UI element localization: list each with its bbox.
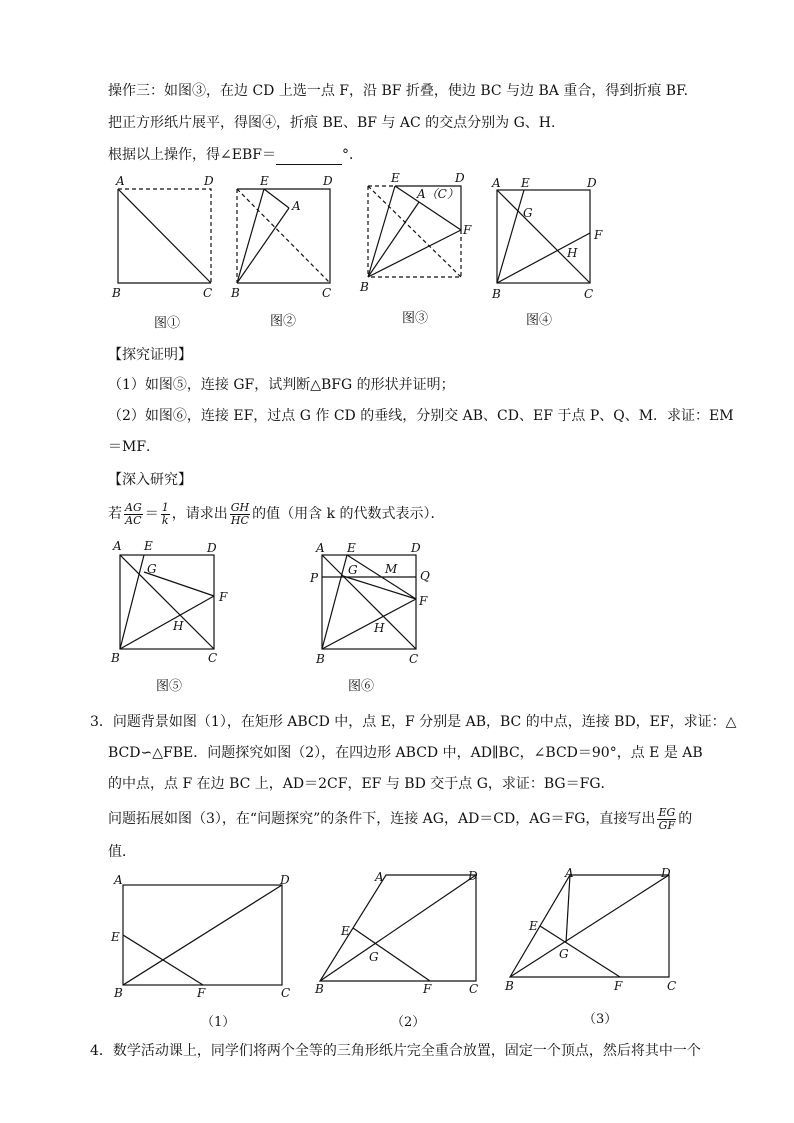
label-B: B xyxy=(111,651,120,665)
label-H: H xyxy=(374,621,385,635)
deep-pre: 若 xyxy=(108,506,122,522)
p3-line-1: 3．问题背景如图（1），在矩形 ABCD 中，点 E，F 分别是 AB，BC 的中点，连接 BD，EF，求证：△ xyxy=(90,714,737,730)
label-C: C xyxy=(469,982,479,996)
deep-heading: 【深入研究】 xyxy=(108,472,192,488)
caption-p3-fig3: （3） xyxy=(583,1012,618,1027)
label-G: G xyxy=(369,950,379,964)
label-C: C xyxy=(667,979,677,993)
label-M: M xyxy=(385,562,398,576)
caption-p3-fig1: （1） xyxy=(201,1015,236,1030)
label-D: D xyxy=(280,873,290,887)
label-E: E xyxy=(529,919,538,933)
p3-line-4-pre: 问题拓展如图（3），在“问题探究”的条件下，连接 AG，AD＝CD，AG＝FG，直接写出 xyxy=(108,811,656,827)
label-E: E xyxy=(391,171,400,185)
label-C: C xyxy=(208,651,218,665)
label-D: D xyxy=(207,541,217,555)
label-C: C xyxy=(281,986,291,1000)
label-B: B xyxy=(316,652,325,666)
explore-heading: 【探究证明】 xyxy=(108,347,192,363)
figure-2 xyxy=(0,540,794,700)
label-E: E xyxy=(111,930,120,944)
caption-fig6: 图⑥ xyxy=(348,679,375,694)
label-E: E xyxy=(521,176,530,190)
label-A: A xyxy=(375,870,384,884)
label-C: C xyxy=(203,286,213,300)
label-B: B xyxy=(112,286,121,300)
frac-denominator: AC xyxy=(125,513,142,527)
label-F: F xyxy=(219,590,228,604)
label-A: A xyxy=(114,873,123,887)
fraction-gh-hc xyxy=(230,502,250,527)
label-D: D xyxy=(587,176,597,190)
label-C: C xyxy=(409,652,419,666)
explore-q2-line-1: （2）如图⑥，连接 EF，过点 G 作 CD 的垂线，分别交 AB、CD、EF 于点 P、Q、M．求证：EM xyxy=(108,408,734,424)
deep-eq: ＝ xyxy=(144,506,159,522)
label-F: F xyxy=(197,986,206,1000)
explore-q2-line-2: ＝MF． xyxy=(108,439,161,455)
label-C: C xyxy=(322,286,332,300)
label-B: B xyxy=(360,280,369,294)
op3-line-3 xyxy=(108,145,363,165)
label-F: F xyxy=(419,594,428,608)
label-G: G xyxy=(147,562,157,576)
label-P: P xyxy=(310,571,319,585)
op3-line-3-pre: 根据以上操作，得∠EBF＝ xyxy=(108,147,276,163)
caption-fig2: 图② xyxy=(270,314,297,329)
answer-blank xyxy=(276,150,342,165)
label-G: G xyxy=(523,206,533,220)
label-D: D xyxy=(455,171,465,185)
p3-line-5: 值． xyxy=(108,844,136,860)
label-A: A xyxy=(113,539,122,553)
label-A: A xyxy=(116,174,125,188)
p4-line-1: 4．数学活动课上，同学们将两个全等的三角形纸片完全重合放置，固定一个顶点，然后将其中一个 xyxy=(90,1043,701,1059)
explore-q1: （1）如图⑤，连接 GF，试判断△BFG 的形状并证明； xyxy=(108,377,455,393)
label-AC: A（C） xyxy=(417,187,459,201)
caption-p3-fig2: （2） xyxy=(391,1015,426,1030)
label-D: D xyxy=(468,869,478,883)
deep-mid: ，请求出 xyxy=(171,506,228,522)
label-E: E xyxy=(347,541,356,555)
frac-numerator: GH xyxy=(230,500,250,514)
op3-line-1: 操作三：如图③，在边 CD 上选一点 F，沿 BF 折叠，使边 BC 与边 BA 重合，得到折痕 BF. xyxy=(108,83,689,99)
label-A: A xyxy=(492,176,501,190)
label-H: H xyxy=(173,619,184,633)
caption-fig1: 图① xyxy=(154,316,181,331)
label-A: A xyxy=(292,199,301,213)
frac-numerator: EG xyxy=(658,805,676,819)
frac-denominator: GF xyxy=(658,818,676,832)
label-A: A xyxy=(316,541,325,555)
p3-line-4-post: 的 xyxy=(678,811,693,827)
deep-question xyxy=(108,499,445,529)
label-B: B xyxy=(231,286,240,300)
frac-numerator: 1 xyxy=(161,500,169,514)
label-D: D xyxy=(323,174,333,188)
figure-1 xyxy=(0,170,794,330)
op3-line-2: 把正方形纸片展平，得图④，折痕 BE、BF 与 AC 的交点分别为 G、H. xyxy=(108,115,556,131)
label-Q: Q xyxy=(420,569,430,583)
label-D: D xyxy=(204,174,214,188)
fraction-ag-ac xyxy=(124,502,143,527)
label-G: G xyxy=(559,947,569,961)
caption-fig3: 图③ xyxy=(402,311,429,326)
label-F: F xyxy=(463,223,472,237)
frac-denominator: HC xyxy=(230,513,249,527)
label-A: A xyxy=(565,866,574,880)
label-B: B xyxy=(505,979,514,993)
caption-fig5: 图⑤ xyxy=(156,679,183,694)
label-F: F xyxy=(594,228,603,242)
label-B: B xyxy=(114,986,123,1000)
p3-line-4 xyxy=(108,804,692,834)
p3-line-3: 的中点，点 F 在边 BC 上，AD＝2CF，EF 与 BD 交于点 G，求证：BG＝FG． xyxy=(108,776,615,792)
label-C: C xyxy=(584,287,594,301)
figure-3 xyxy=(0,860,794,1040)
caption-fig4: 图④ xyxy=(526,313,553,328)
label-E: E xyxy=(144,539,153,553)
label-B: B xyxy=(315,982,324,996)
fraction-eg-gf xyxy=(657,807,676,832)
label-E: E xyxy=(341,924,350,938)
op3-line-3-post: °． xyxy=(341,147,363,163)
label-F: F xyxy=(423,982,432,996)
label-H: H xyxy=(567,246,578,260)
frac-denominator: k xyxy=(161,513,169,527)
label-F: F xyxy=(614,979,623,993)
frac-numerator: AG xyxy=(125,500,142,514)
label-B: B xyxy=(492,287,501,301)
p3-line-2: BCD∽△FBE．问题探究如图（2），在四边形 ABCD 中，AD∥BC，∠BCD＝90°，点 E 是 AB xyxy=(108,745,703,761)
label-D: D xyxy=(411,541,421,555)
label-D: D xyxy=(661,866,671,880)
fraction-1-k xyxy=(161,502,170,527)
label-E: E xyxy=(260,174,269,188)
deep-post: 的值（用含 k 的代数式表示）． xyxy=(252,506,445,522)
label-G: G xyxy=(348,563,358,577)
